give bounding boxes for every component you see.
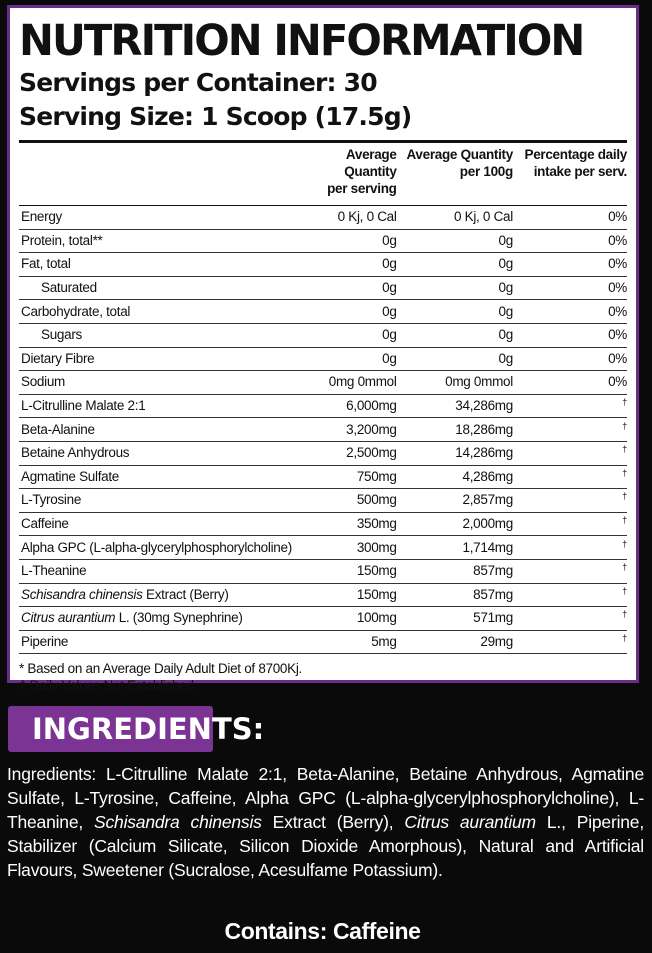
header-per-serving-line2: per serving: [327, 181, 397, 196]
dagger-mark: †: [622, 538, 627, 549]
nutrition-table: [19, 143, 627, 654]
dagger-mark: †: [622, 632, 627, 643]
table-row: [19, 371, 627, 395]
header-daily-line2: intake per serv.: [533, 164, 627, 179]
per-100g-value: 0g: [397, 276, 513, 300]
per-serving-value: 150mg: [292, 583, 397, 607]
per-100g-value: 571mg: [397, 607, 513, 631]
per-100g-value: 18,286mg: [397, 418, 513, 442]
table-header-row: [19, 143, 627, 206]
per-serving-value: 100mg: [292, 607, 397, 631]
per-100g-value: 29mg: [397, 630, 513, 654]
ingredients-text-part3: L., Piperine, Stabilizer (Calcium Silicate, Silicon Dioxide Amorphous), Natural and Artificial Flavours, Sweetener (Sucralose, Acesulfame Potassium).: [7, 812, 644, 880]
per-100g-value: 0g: [397, 300, 513, 324]
per-serving-value: 0g: [292, 253, 397, 277]
per-serving-value: 300mg: [292, 536, 397, 560]
daily-intake-value: 0%: [513, 206, 627, 230]
dagger-mark: †: [622, 609, 627, 620]
table-row: [19, 489, 627, 513]
ingredients-text-part1: Ingredients: L-Citrulline Malate 2:1, Beta-Alanine, Betaine Anhydrous, Agmatine Sulfate, L-Tyrosine, Caffeine, Alpha GPC (L-alpha-glycerylphosphorylcholine), L-Theanine,: [7, 764, 644, 832]
ingredients-italic-citrus: Citrus aurantium: [404, 812, 536, 832]
nutrient-name-rest: Extract (Berry): [142, 586, 229, 602]
header-per-100g: [397, 143, 513, 206]
per-100g-value: 2,000mg: [397, 512, 513, 536]
per-100g-value: 0mg 0mmol: [397, 371, 513, 395]
daily-intake-value: [513, 536, 627, 560]
table-row: [19, 206, 627, 230]
per-100g-value: 857mg: [397, 583, 513, 607]
per-serving-value: 150mg: [292, 559, 397, 583]
servings-per-container: Servings per Container: 30: [19, 68, 377, 97]
per-serving-value: 350mg: [292, 512, 397, 536]
per-serving-value: 750mg: [292, 465, 397, 489]
table-row: [19, 559, 627, 583]
dagger-mark: †: [622, 562, 627, 573]
daily-intake-value: 0%: [513, 276, 627, 300]
nutrient-name: L-Tyrosine: [19, 489, 292, 513]
nutrient-name: [19, 607, 292, 631]
table-row: [19, 276, 627, 300]
header-per-serving: [292, 143, 397, 206]
header-daily-intake: [513, 143, 627, 206]
dagger-mark: †: [622, 515, 627, 526]
per-100g-value: 0g: [397, 347, 513, 371]
per-serving-value: 5mg: [292, 630, 397, 654]
ingredients-text: [7, 762, 644, 882]
per-100g-value: 1,714mg: [397, 536, 513, 560]
daily-intake-value: [513, 630, 627, 654]
header-per-100g-line2: per 100g: [459, 164, 513, 179]
table-row: [19, 347, 627, 371]
daily-intake-value: 0%: [513, 229, 627, 253]
per-100g-value: 14,286mg: [397, 441, 513, 465]
per-100g-value: 0g: [397, 253, 513, 277]
nutrient-name: Alpha GPC (L-alpha-glycerylphosphorylcholine): [19, 536, 292, 560]
table-row: [19, 536, 627, 560]
ingredients-badge: INGREDIENTS:: [8, 706, 213, 752]
table-row: [19, 300, 627, 324]
header-per-100g-line1: Average Quantity: [406, 147, 513, 162]
ingredients-text-part2: Extract (Berry),: [261, 812, 405, 832]
dagger-mark: †: [622, 585, 627, 596]
nutrient-name: Caffeine: [19, 512, 292, 536]
footnote-daily-values: † Daily Values Not Established: [19, 678, 194, 694]
contains-caffeine: Contains: Caffeine: [224, 918, 421, 944]
daily-intake-value: 0%: [513, 253, 627, 277]
nutrition-title: NUTRITION INFORMATION: [19, 16, 584, 66]
per-serving-value: 0g: [292, 347, 397, 371]
nutrient-name: [19, 583, 292, 607]
nutrient-name: L-Citrulline Malate 2:1: [19, 394, 292, 418]
daily-intake-value: 0%: [513, 347, 627, 371]
nutrient-name: Protein, total**: [19, 229, 292, 253]
dagger-mark: †: [622, 420, 627, 431]
daily-intake-value: [513, 418, 627, 442]
nutrient-name: Energy: [19, 206, 292, 230]
footnotes: [19, 660, 627, 694]
per-serving-value: 0mg 0mmol: [292, 371, 397, 395]
nutrient-name: Piperine: [19, 630, 292, 654]
dagger-mark: †: [622, 491, 627, 502]
per-100g-value: 0g: [397, 229, 513, 253]
daily-intake-value: [513, 512, 627, 536]
per-serving-value: 0 Kj, 0 Cal: [292, 206, 397, 230]
table-row: [19, 323, 627, 347]
footnote-diet: * Based on an Average Daily Adult Diet of 8700Kj.: [19, 661, 302, 677]
nutrient-name: Agmatine Sulfate: [19, 465, 292, 489]
per-serving-value: 500mg: [292, 489, 397, 513]
per-serving-value: 0g: [292, 229, 397, 253]
table-row: [19, 583, 627, 607]
per-100g-value: 4,286mg: [397, 465, 513, 489]
per-100g-value: 34,286mg: [397, 394, 513, 418]
ingredients-italic-schisandra: Schisandra chinensis: [94, 812, 262, 832]
serving-size: Serving Size: 1 Scoop (17.5g): [19, 102, 412, 131]
table-row: [19, 441, 627, 465]
nutrition-table-body: [19, 206, 627, 654]
table-row: [19, 607, 627, 631]
dagger-mark: †: [622, 397, 627, 408]
nutrient-name-rest: L. (30mg Synephrine): [115, 610, 243, 626]
header-blank: [19, 143, 292, 206]
per-serving-value: 6,000mg: [292, 394, 397, 418]
per-serving-value: 3,200mg: [292, 418, 397, 442]
nutrient-name: Sugars: [19, 323, 292, 347]
nutrient-name: Saturated: [19, 276, 292, 300]
header-per-serving-line1: Average Quantity: [344, 147, 397, 179]
daily-intake-value: [513, 465, 627, 489]
table-row: [19, 465, 627, 489]
nutrient-name: Sodium: [19, 371, 292, 395]
nutrient-name-italic: Citrus aurantium: [21, 610, 116, 626]
per-serving-value: 0g: [292, 323, 397, 347]
nutrient-name: Beta-Alanine: [19, 418, 292, 442]
daily-intake-value: [513, 441, 627, 465]
per-100g-value: 0g: [397, 323, 513, 347]
daily-intake-value: 0%: [513, 323, 627, 347]
nutrition-panel: [7, 5, 639, 694]
per-serving-value: 0g: [292, 300, 397, 324]
per-100g-value: 2,857mg: [397, 489, 513, 513]
daily-intake-value: [513, 583, 627, 607]
per-serving-value: 0g: [292, 276, 397, 300]
daily-intake-value: [513, 394, 627, 418]
nutrient-name-italic: Schisandra chinensis: [21, 586, 143, 602]
nutrient-name: Fat, total: [19, 253, 292, 277]
dagger-mark: †: [622, 467, 627, 478]
per-serving-value: 2,500mg: [292, 441, 397, 465]
table-row: [19, 512, 627, 536]
nutrient-name: Dietary Fibre: [19, 347, 292, 371]
daily-intake-value: 0%: [513, 371, 627, 395]
daily-intake-value: 0%: [513, 300, 627, 324]
header-daily-line1: Percentage daily: [524, 147, 627, 162]
table-row: [19, 229, 627, 253]
table-row: [19, 418, 627, 442]
per-100g-value: 0 Kj, 0 Cal: [397, 206, 513, 230]
table-row: [19, 253, 627, 277]
nutrient-name: L-Theanine: [19, 559, 292, 583]
daily-intake-value: [513, 607, 627, 631]
daily-intake-value: [513, 489, 627, 513]
nutrient-name: Carbohydrate, total: [19, 300, 292, 324]
nutrient-name: Betaine Anhydrous: [19, 441, 292, 465]
dagger-mark: †: [622, 444, 627, 455]
daily-intake-value: [513, 559, 627, 583]
table-row: [19, 630, 627, 654]
table-row: [19, 394, 627, 418]
per-100g-value: 857mg: [397, 559, 513, 583]
